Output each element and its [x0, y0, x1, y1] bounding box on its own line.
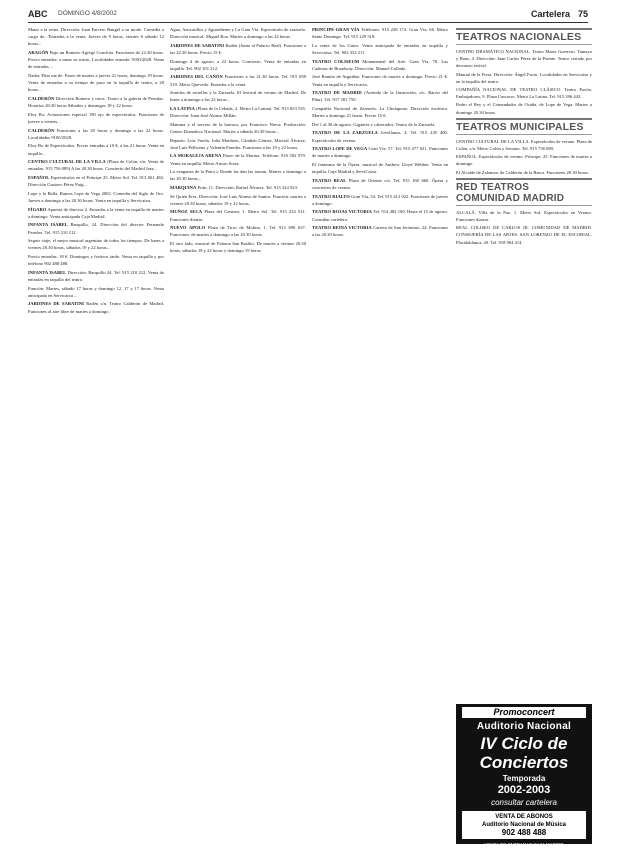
listing-text: Gran Vía, 54. Tel. 915 412 022. Funciones de jueves a domingo. [312, 193, 448, 206]
listing-text: Seguir viaje, el mejor musical argentino de todos los tiempos. De lunes a viernes 20.30 horas, sábados 19 y 22 horas... [28, 238, 164, 251]
venue-name: ESPAÑOL [28, 174, 50, 180]
listing-entry [170, 42, 306, 56]
listing-text: Paseo de la Marina. Teléfono: 916 582 979. Venta en taquilla. Metro Arturo Soria. [170, 153, 306, 166]
listing-entry [28, 49, 164, 71]
ad-title: IV Ciclo de Conciertos [479, 734, 569, 772]
sidebar-paragraph: ALCALÁ. Villa de la Paz, 1. Metro Sol. Espectáculos en Verano. Funciones diarias. [456, 209, 592, 223]
listing-column-2 [170, 26, 306, 256]
venue-name: PRINCIPE-GRAN VÍA [312, 27, 360, 32]
sidebar-paragraph: El Alcalde de Zalamea, de Calderón de la Barca. Funciones 20.30 horas. [456, 169, 590, 175]
ad-sales-box [462, 811, 586, 839]
listing-entry [28, 95, 164, 109]
venue-name: JARDINES DE SABATINI [170, 42, 224, 48]
listing-entry [312, 89, 448, 103]
listing-text: Funciones a las 20 horas y domingo a las 22 horas. Localidades 9100/2028. [28, 127, 164, 140]
listing-entry [28, 111, 164, 125]
listing-text: Eloy Ro de Espectáculos, Precio entradas a 10 €, a las 21 horas. Venta en taquilla... [28, 143, 164, 156]
listing-text: Lope y la Bella. Ramos Lope de Vega 2002. Comedia del Siglo de Oro. Jueves a domingo a las 20.30 horas. Venta en taquilla y Servicaixa. [28, 190, 164, 203]
listing-entry [312, 105, 448, 119]
listing-text: (Plaza de la Cebada, 2. Metro La Latina). Tel. 913 653 535. Dirección: Juan José Alonso Millán. [170, 105, 306, 119]
venue-name: NUEVO APOLO [170, 225, 206, 231]
listing-text: (Plaza de Colón, s/n. Venta de entradas. 915 756 089) A las 20.30 horas. Concierto del Madrid Jazz... [28, 159, 164, 172]
ad-season: 2002-2003 [497, 784, 551, 796]
listing-text: Compañía Nacional de Zarzuela. La Chulapona. Dirección escénica. Martes a domingo 21 horas. Precio 15 €. [312, 105, 448, 119]
listing-text: Matar a la reina. Dirección: Juan Parcero Rangel a su modo. Comedia a cargo de...'Entradas a la venta. Jueves de 9 horas, viernes 6 sábado 12 horas... [28, 27, 164, 47]
ad-season-label: Temporada [502, 774, 546, 783]
venue-name: TEATRO LOPE DE VEGA [312, 146, 368, 152]
sidebar-paragraph: Manual de la Fiera. Dirección: Ángel Facio. Localidades en Servicaixa y en la taquilla del teatro. [456, 71, 592, 84]
venue-name: TEATRO DE MADRID [312, 90, 362, 96]
concert-advertisement [456, 704, 592, 847]
listing-text: Nadar, Pilar me de. Paseo de martes a jueves 21 horas, domingo 19 horas. Venta de entradas a su tiempo de paso en la taquilla de teatro, a 20 horas... [28, 73, 164, 93]
page-header [28, 8, 588, 23]
listing-text: Sonidos de estrellas y la Zarzuela. El festival de verano de Madrid. De lunes a domingo a las 22 horas... [170, 90, 306, 103]
listing-entry [28, 221, 164, 235]
listing-text: Función: Martes, sábado 17 horas y domingo 12, 17 y 17 horas. Venta anticipada en Servicaixa... [28, 285, 164, 298]
listing-column-1 [28, 26, 164, 316]
listing-text: Eloy Ro, Actuaciones especial 190 ojo de espectáculos. Funciones de jueves a viernes... [28, 111, 164, 124]
header-date: DOMINGO 4/8/2002 [58, 10, 117, 17]
venue-name: ARAGÓN [28, 50, 49, 55]
listing-text: Plaza de Oriente s/n. Tel. 915 160 660. Ópera y conciertos de verano. [312, 177, 448, 190]
listing-text: Precio entradas: 18 €. Domingos y festivos tarde. Venta en taquilla y por teléfono 902 488 488. [28, 253, 164, 267]
listing-text: Espectáculos en el Príncipe 25. Metro Sol. Tel. 913 601 484. Dirección Gustavo Pérez Puig... [28, 174, 164, 188]
listing-text: Reparto: Luis Varela, Julia Martínez, Cándido Gómez, Marcial Álvarez, José Luis Pellicena y Valentín Paredes. Funciones a las 19 y 22 horas. [170, 137, 306, 150]
venue-name: LA LATINA [170, 105, 195, 111]
listing-entry [28, 253, 164, 267]
sidebar-paragraph: COMPAÑÍA NACIONAL DE TEATRO CLÁSICO. Teatro Pavón. Embajadores, 9. Plaza Cascorro. Metro La Latina. Tel. 915 396 443. [456, 87, 592, 100]
listing-text: Monumental del Arte. Gran Vía, 78. Las Cadenas de Broadway. Dirección: Manuel Collado. [312, 58, 448, 71]
venue-name: LA MORALEJA ARENA [170, 153, 222, 159]
ad-footer: VENTA DE ENTRADAS CAJA MADRID [484, 842, 564, 847]
sidebar-title-red-teatros: RED TEATROS COMUNIDAD MADRID [456, 178, 592, 206]
listing-entry [170, 240, 306, 254]
listing-entry [312, 73, 448, 87]
listing-entry [28, 158, 164, 172]
listing-entry [312, 121, 448, 128]
listing-entry [312, 145, 448, 159]
ad-phone: 902 488 488 [501, 828, 547, 837]
listing-text: Plaza de Tirso de Molina, 1. Tel. 913 690 637. Funciones: de martes a domingo a las 20.30 horas. [170, 225, 306, 238]
sidebar-title-municipales: TEATROS MUNICIPALES [456, 118, 592, 135]
listing-text: Mamma y el secreto de la barraca, por Francisco Nieva. Producción: Centro Dramático Nacional. Martes a sábado 20.30 horas... [170, 121, 306, 134]
venue-name: JARDINES DE SABATINI [28, 301, 84, 307]
venue-name: CALDERÓN [28, 96, 55, 101]
listing-entry [312, 26, 448, 40]
listing-entry [28, 26, 164, 48]
sidebar-text-red-teatros [456, 209, 592, 246]
listing-text: José Ramón de Arguiñaz. Funciones de martes a domingo. Precio 21 €. Venta en taquilla y Servicaixa. [312, 74, 448, 87]
listing-entry [170, 184, 306, 191]
listing-entry [28, 72, 164, 94]
listing-entry [170, 208, 306, 222]
listing-entry [28, 269, 164, 283]
listing-text: Agua, Azucarillos y Aguardiente y La Gran Vía. Espectáculo de zarzuela. Dirección musical: Miguel Roa. Martes a domingo a las 22 horas. [170, 27, 306, 40]
page-number: 75 [577, 9, 588, 19]
listing-text: Bailén s/n. Teatro Calderón de Madrid. Funciones al aire libre de martes a domingo. [28, 301, 164, 314]
section-name: Cartelera [530, 9, 570, 19]
listing-text: Carrera de San Jerónimo, 24. Funciones a las 20.30 horas. [312, 225, 448, 238]
venue-name: TEATRO RIALTO [312, 193, 350, 199]
listing-text: Barquillo, 24. Dirección del director Fernando Paredes. Tel. 915 210 212. [28, 222, 164, 235]
listing-text: (Avenida de la Ilustración, s/n. Barrio del Pilar). Tel. 917 301 750. [312, 90, 448, 103]
listing-entry [312, 177, 448, 191]
theater-sidebar [456, 26, 592, 247]
listing-text: Apuesta de director 2. Entradas a la venta en taquilla de martes a domingo. Venta anticipada Caja Madrid. [28, 206, 164, 219]
listing-text: Del 1 al 30 de agosto. Gigantes y cabezudos. Teatro de la Zarzuela. [312, 121, 436, 127]
listing-text: Dirección: Barquillo 24. Tel. 915 210 212. Venta de entradas en taquilla del teatro. [28, 269, 164, 282]
sidebar-text-nacionales [456, 48, 592, 116]
venue-name: TEATRO COLISEUM [312, 58, 360, 64]
venue-name: TEATRO REAL [312, 177, 347, 183]
listing-text: Gran Vía, 57. Tel. 915 477 021. Funciones de martes a domingo. [312, 146, 448, 159]
listing-entry [312, 224, 448, 238]
listing-text: Prim, 11. Dirección: Rafael Álvarez. Tel. 915 324 923. [197, 184, 299, 190]
venue-name: TEATRO DE LA ZARZUELA [312, 130, 378, 136]
venue-name: MARQUINA [170, 184, 197, 190]
listing-entry [170, 224, 306, 238]
sidebar-paragraph: ESPAÑOL. Espectáculos de verano. Príncipe, 25. Funciones de martes a domingo. [456, 154, 592, 167]
listing-entry [28, 174, 164, 188]
ad-brand: Promoconcert [462, 707, 586, 718]
listing-column-3 [312, 26, 448, 240]
ad-consult: consultar cartelera [491, 798, 557, 807]
listing-text: Tel. 914 482 100. Hasta el 15 de agosto. Consultar cartelera. [312, 209, 448, 222]
listing-entry [312, 208, 448, 222]
listing-entry [170, 58, 306, 72]
listing-entry [312, 161, 448, 175]
ad-sales-label: VENTA DE ABONOS [495, 814, 553, 820]
listing-entry [28, 237, 164, 251]
ad-venue: Auditorio Nacional [476, 721, 572, 732]
listing-entry [170, 121, 306, 135]
sidebar-title-nacionales: TEATROS NACIONALES [456, 28, 592, 45]
listing-text: Domingo 4 de agosto, a 22 horas. Concierto. Venta de entradas en taquilla. Tel. 902 101 212. [170, 58, 306, 71]
sidebar-text-municipales [456, 138, 592, 176]
listing-entry [170, 73, 306, 87]
listing-text: Jovellanos, 4. Tel. 915 245 400. Espectáculos de verano. [312, 130, 449, 143]
venue-name: TEATRO REINA VICTORIA [312, 225, 372, 231]
listing-entry [170, 105, 306, 119]
listing-text: La venta de los Gatos. Venta anticipada de entradas en taquilla y Servicaixa. Tel. 902 332 211. [312, 42, 448, 55]
listing-entry [28, 300, 164, 314]
listing-text: Plaza del Carmen, 1. Metro Sol. Tel. 915 232 011. Funciones diarias. [170, 209, 306, 222]
listing-entry [28, 127, 164, 141]
venue-name: JARDINES DEL CAÑÓN [170, 74, 223, 80]
sidebar-paragraph: CENTRO DRAMÁTICO NACIONAL. Teatro María Guerrero. Tamayo y Baus, 4. Dirección: Juan Carlos Pérez de la Fuente. Teatro cerrado por descanso estival. [456, 49, 592, 69]
listing-entry [312, 58, 448, 72]
ad-sales-sub: Auditorio Nacional de Música [481, 822, 566, 828]
venue-name: CALDERÓN [28, 127, 55, 133]
listing-entry [312, 42, 448, 56]
listing-text: El fantasma de la Ópera, musical de Andrew Lloyd Webber. Venta en taquilla, Caja Madrid y ServiCaixa. [312, 161, 448, 175]
listing-entry [170, 193, 306, 207]
listing-text: El otro lado, musical de Paloma San Basilio. De martes a viernes 20.30 horas, sábados 18 y 22 horas y domingo 19 horas. [170, 240, 306, 254]
venue-name: FÍGARO [28, 206, 47, 212]
listing-entry [28, 142, 164, 156]
listing-entry [312, 193, 448, 207]
listing-text: Teléfonos: 915 228 172. Gran Vía, 66. Metro Santo Domingo. Tel. 915 229 518. [312, 27, 448, 40]
listing-entry [312, 129, 448, 143]
listing-text: Funciones a las 21.30 horas. Tel. 915 858 310. Metro Quevedo. Entradas a la venta. [170, 74, 306, 87]
listing-entry [170, 168, 306, 182]
listing-entry [28, 206, 164, 220]
listing-entry [170, 152, 306, 166]
sidebar-paragraph: CENTRO CULTURAL DE LA VILLA. Espectáculos de verano. Plaza de Colón, s/n. Metro Colón y Serrano. Tel. 915 756 089. [456, 138, 592, 152]
listing-entry [170, 26, 306, 40]
listing-text: Bajo un Romero Agrégo Conchita. Funciones de 22.30 horas. Precio entradas: a sanar su rostro. Localidades entrada: 9100/2028. Venta de entradas ... [28, 50, 164, 70]
venue-name: INFANTA ISABEL [28, 222, 68, 228]
listing-entry [170, 89, 306, 103]
listing-entry [28, 285, 164, 299]
listing-text: Bailén (Junto al Palacio Real). Funciones a las 22.30 horas. Precio 15 €. [170, 42, 306, 55]
listing-entry [28, 190, 164, 204]
newspaper-brand: ABC [28, 9, 48, 19]
venue-name: TEATRO ROJAS VICTORIA [312, 209, 372, 215]
listing-entry [170, 137, 306, 151]
venue-name: INFANTA ISABEL [28, 269, 67, 275]
sidebar-paragraph: REAL COLISEO DE CARLOS III. COMUNIDAD DE MADRID. CONSEJERÍA DE LAS ARTES. SAN LORENZO DE EL ESCORIAL. Floridablanca, 20. Tel. 918 904 414. [456, 225, 592, 245]
listing-text: Sé Quién Eres. Dirección: José Luis Alonso de Santos. Función: martes a viernes 20.30 horas, sábados 19 y 22 horas. [170, 193, 306, 206]
sidebar-paragraph: Pedro el Rey y el Comendador de Ocaña, de Lope de Vega. Martes a domingo 20.30 horas. [456, 102, 592, 115]
listing-text: La venganza de la Petra o Donde las dan las toman. Martes a domingo a las 20.30 horas... [170, 169, 306, 182]
venue-name: MUÑOZ SECA [170, 209, 203, 215]
venue-name: CENTRO CULTURAL DE LA VILLA [28, 159, 106, 165]
listing-text: Dirección Romero y otros. Teatro a la galería de Prendas. Horarios 20.30 horas Sábados y domingos 18 y 22 horas. [28, 96, 164, 109]
